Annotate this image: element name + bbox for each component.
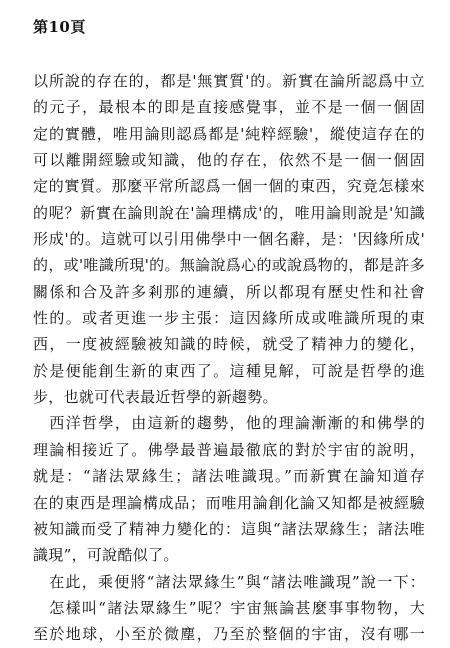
body-text	[33, 68, 425, 648]
text-line: 定的實質。那麼平常所認爲一個一個的東西，究竟怎樣來	[33, 177, 425, 196]
text-line: 在此，乘便將“諸法眾緣生”與“諸法唯識現”說一下：	[33, 572, 425, 591]
text-line: 西，一度被經驗被知識的時候，就受了精神力的變化，	[33, 335, 425, 354]
text-line: 可以離開經驗或知識，他的存在，依然不是一個一個固	[33, 151, 425, 170]
text-line: 的呢？新實在論則說在'論理構成'的，唯用論則說是'知識	[33, 203, 425, 222]
text-line: 識現”，可說酷似了。	[33, 546, 179, 565]
text-line: 定的實體，唯用論則認爲都是'純粹經驗'，縱使這存在的	[33, 124, 425, 143]
text-line: 西洋哲學，由這新的趨勢，他的理論漸漸的和佛學的	[33, 414, 425, 433]
text-line: 形成'的。這就可以引用佛學中一個名辭，是：'因緣所成'	[33, 230, 425, 249]
text-line: 於是便能創生新的東西了。這種見解，可說是哲學的進	[33, 361, 425, 380]
text-line: 步，也就可代表最近哲學的新趨勢。	[33, 388, 278, 407]
text-line: 關係和合及許多剎那的連續，所以都現有歷史性和社會	[33, 282, 425, 301]
page-number: 第10頁	[33, 18, 86, 36]
text-line: 在的東西是理論構成品；而唯用論創化論又知都是被經驗	[33, 493, 425, 512]
text-line: 性的。或者更進一步主張：這因緣所成或唯識所現的東	[33, 309, 425, 328]
text-line: 的元子，最根本的即是直接感覺事，並不是一個一個固	[33, 98, 425, 117]
text-line: 至於地球，小至於微塵，乃至於整個的宇宙，沒有哪一	[33, 625, 425, 644]
text-line: 以所說的存在的，都是'無實質'的。新實在論所認爲中立	[33, 72, 425, 90]
text-line: 理論相接近了。佛學最普遍最徹底的對於宇宙的說明，	[33, 440, 425, 459]
text-line: 怎樣叫“諸法眾緣生”呢？宇宙無論甚麼事事物物，大	[33, 598, 425, 617]
text-line: 的，或'唯識所現'的。無論說爲心的或說爲物的，都是許多	[33, 256, 425, 275]
text-line: 被知識而受了精神力變化的：這與“諸法眾緣生；諸法唯	[33, 519, 425, 538]
text-line: 就是：“諸法眾緣生；諸法唯識現。”而新實在論知道存	[33, 467, 425, 486]
